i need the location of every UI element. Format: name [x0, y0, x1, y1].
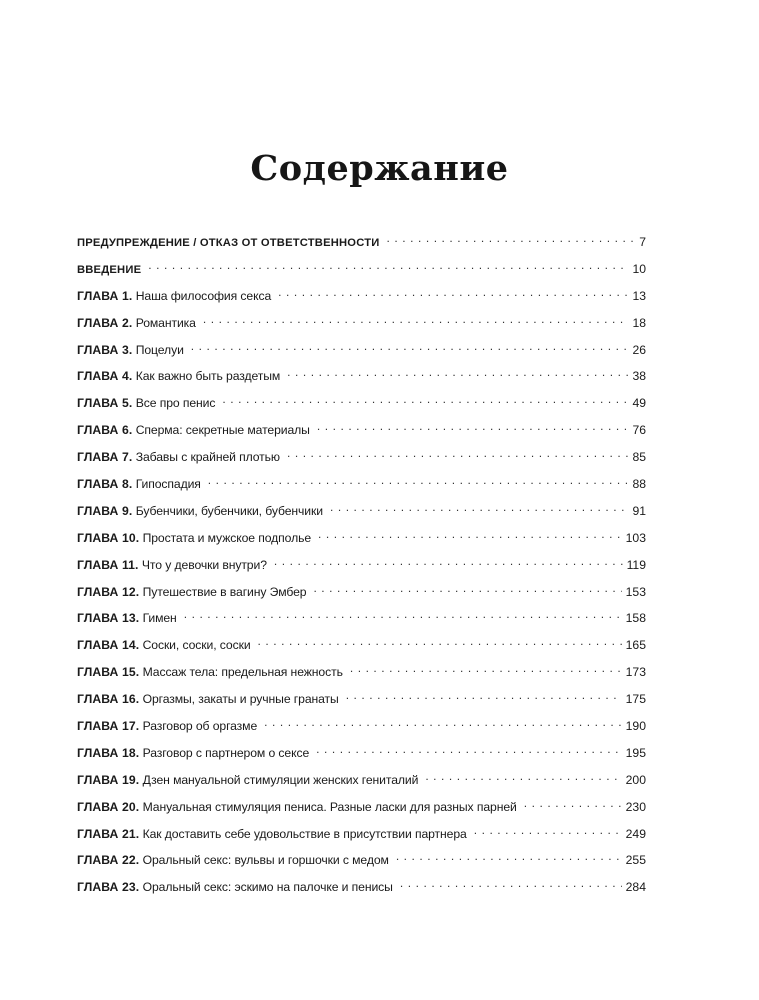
dot-leader	[316, 743, 622, 757]
page-number: 91	[632, 503, 646, 518]
chapter-title: Бубенчики, бубенчики, бубенчики	[135, 503, 323, 518]
chapter-number: ГЛАВА 20.	[77, 799, 140, 814]
toc-entry	[77, 713, 646, 740]
chapter-number: ГЛАВА 11.	[77, 557, 139, 572]
toc-entry	[77, 256, 646, 283]
toc-entry-label	[77, 713, 257, 740]
toc-entry	[77, 283, 646, 310]
toc-entry	[77, 337, 646, 364]
toc-entry-label	[77, 229, 379, 257]
page-number: 195	[625, 745, 646, 760]
chapter-title: Разговор об оргазме	[142, 719, 258, 734]
dot-leader	[264, 716, 622, 730]
toc-entry	[77, 794, 646, 821]
page-number: 103	[625, 530, 646, 545]
chapter-number: ГЛАВА 7.	[77, 450, 133, 465]
page-number: 49	[632, 396, 646, 411]
chapter-title: Сперма: секретные материалы	[135, 423, 310, 438]
toc-entry-label	[77, 552, 267, 579]
toc-entry	[77, 686, 646, 713]
toc-entry	[77, 659, 646, 686]
chapter-title: Что у девочки внутри?	[141, 557, 267, 572]
chapter-title: Соски, соски, соски	[142, 638, 251, 653]
dot-leader	[287, 447, 628, 461]
chapter-title: Все про пенис	[135, 396, 216, 411]
chapter-number: ГЛАВА 13.	[77, 611, 140, 626]
page-number: 173	[625, 665, 646, 680]
dot-leader	[425, 770, 621, 784]
chapter-title: Оргазмы, закаты и ручные гранаты	[142, 692, 339, 707]
toc-entry	[77, 821, 646, 848]
dot-leader	[148, 259, 628, 273]
toc-entry-label	[77, 740, 309, 767]
chapter-title: Поцелуи	[135, 342, 184, 357]
dot-leader	[318, 528, 622, 542]
dot-leader	[474, 824, 622, 838]
toc-entry-label	[77, 363, 280, 390]
page-number: 88	[632, 477, 646, 492]
chapter-number: ГЛАВА 18.	[77, 745, 140, 760]
chapter-number: ГЛАВА 12.	[77, 584, 140, 599]
dot-leader	[222, 393, 628, 407]
toc-entry	[77, 579, 646, 606]
toc-entry-label	[77, 417, 310, 444]
dot-leader	[330, 501, 628, 515]
page-number: 18	[632, 315, 646, 330]
dot-leader	[258, 635, 622, 649]
dot-leader	[287, 366, 628, 380]
dot-leader	[350, 662, 622, 676]
chapter-title: Гимен	[142, 611, 177, 626]
chapter-number: ГЛАВА 16.	[77, 692, 140, 707]
toc-entry-label	[77, 471, 201, 498]
page-number: 153	[625, 584, 646, 599]
page-number: 7	[639, 235, 646, 249]
chapter-title: Как важно быть раздетым	[135, 369, 281, 384]
page-number: 85	[632, 450, 646, 465]
dot-leader	[208, 474, 629, 488]
toc-entry	[77, 605, 646, 632]
dot-leader	[524, 797, 622, 811]
page-number: 175	[625, 692, 646, 707]
chapter-title: ВВЕДЕНИЕ	[77, 263, 142, 276]
page-number: 200	[625, 772, 646, 787]
dot-leader	[346, 689, 622, 703]
toc-entry-label	[77, 821, 467, 848]
chapter-number: ГЛАВА 2.	[77, 315, 133, 330]
page-number: 76	[632, 423, 646, 438]
dot-leader	[317, 420, 629, 434]
toc-entry-label	[77, 847, 389, 874]
toc-entry-label	[77, 579, 306, 606]
toc-entry	[77, 847, 646, 874]
chapter-number: ГЛАВА 10.	[77, 530, 140, 545]
chapter-title: Простата и мужское подполье	[142, 530, 312, 545]
dot-leader	[191, 340, 629, 354]
toc-entry	[77, 552, 646, 579]
dot-leader	[278, 286, 628, 300]
toc-entry-label	[77, 498, 323, 525]
page-number: 10	[632, 261, 646, 276]
toc-entry-label	[77, 525, 311, 552]
chapter-number: ГЛАВА 19.	[77, 772, 140, 787]
dot-leader	[396, 850, 622, 864]
chapter-title: ПРЕДУПРЕЖДЕНИЕ / ОТКАЗ ОТ ОТВЕТСТВЕННОСТИ	[77, 237, 380, 249]
toc-entry-label	[77, 310, 196, 337]
chapter-title: Как доставить себе удовольствие в присутствии партнера	[142, 826, 467, 841]
page-number: 26	[632, 342, 646, 357]
toc-entry-label	[77, 686, 339, 713]
page-number: 165	[625, 638, 646, 653]
toc-entry-label	[77, 632, 251, 659]
toc-entry	[77, 390, 646, 417]
toc-entry	[77, 632, 646, 659]
dot-leader	[274, 555, 623, 569]
chapter-number: ГЛАВА 1.	[77, 288, 133, 303]
toc-entry-label	[77, 659, 343, 686]
toc-entry	[77, 874, 646, 901]
chapter-number: ГЛАВА 3.	[77, 342, 133, 357]
chapter-number: ГЛАВА 21.	[77, 826, 140, 841]
toc-entry-label	[77, 444, 280, 471]
toc-entry	[77, 767, 646, 794]
page-number: 190	[625, 719, 646, 734]
dot-leader	[313, 582, 621, 596]
dot-leader	[184, 608, 622, 622]
toc-entry-label	[77, 283, 271, 310]
toc-entry-label	[77, 605, 177, 632]
chapter-number: ГЛАВА 6.	[77, 423, 133, 438]
chapter-number: ГЛАВА 22.	[77, 853, 140, 868]
page-number: 230	[625, 799, 646, 814]
chapter-title: Гипоспадия	[135, 477, 201, 492]
dot-leader	[386, 232, 634, 246]
page-number: 158	[625, 611, 646, 626]
chapter-title: Забавы с крайней плотью	[135, 450, 280, 465]
page-number: 249	[625, 826, 646, 841]
toc-entry-label	[77, 390, 215, 417]
chapter-title: Путешествие в вагину Эмбер	[142, 584, 307, 599]
toc-entry-label	[77, 794, 517, 821]
chapter-number: ГЛАВА 8.	[77, 477, 133, 492]
chapter-number: ГЛАВА 14.	[77, 638, 140, 653]
chapter-title: Массаж тела: предельная нежность	[142, 665, 343, 680]
page-title: Содержание	[250, 148, 509, 189]
chapter-title: Разговор с партнером о сексе	[142, 745, 310, 760]
chapter-number: ГЛАВА 17.	[77, 719, 140, 734]
page-number: 38	[632, 369, 646, 384]
page-number: 13	[632, 288, 646, 303]
page-number: 119	[626, 557, 646, 572]
chapter-number: ГЛАВА 4.	[77, 369, 133, 384]
toc-entry	[77, 471, 646, 498]
chapter-number: ГЛАВА 15.	[77, 665, 140, 680]
toc-entry	[77, 444, 646, 471]
chapter-number: ГЛАВА 5.	[77, 396, 133, 411]
toc-entry	[77, 498, 646, 525]
chapter-title: Романтика	[135, 315, 196, 330]
toc-entry-label	[77, 767, 418, 794]
toc-entry-label	[77, 874, 393, 901]
dot-leader	[203, 313, 629, 327]
toc-entry	[77, 740, 646, 767]
toc-entry-label	[77, 256, 141, 284]
page-number: 255	[625, 853, 646, 868]
toc-entry	[77, 363, 646, 390]
page-number: 284	[625, 880, 646, 895]
chapter-title: Дзен мануальной стимуляции женских гениталий	[142, 772, 419, 787]
chapter-title: Оральный секс: вульвы и горшочки с медом	[142, 853, 389, 868]
chapter-title: Наша философия секса	[135, 288, 272, 303]
toc-entry	[77, 417, 646, 444]
dot-leader	[400, 877, 622, 891]
toc-entry	[77, 310, 646, 337]
chapter-number: ГЛАВА 9.	[77, 503, 133, 518]
toc-entry	[77, 525, 646, 552]
chapter-title: Мануальная стимуляция пениса. Разные ласки для разных парней	[142, 799, 517, 814]
table-of-contents	[77, 229, 646, 901]
toc-entry-label	[77, 337, 184, 364]
chapter-title: Оральный секс: эскимо на палочке и пенисы	[142, 880, 393, 895]
chapter-number: ГЛАВА 23.	[77, 880, 140, 895]
toc-entry	[77, 229, 646, 256]
